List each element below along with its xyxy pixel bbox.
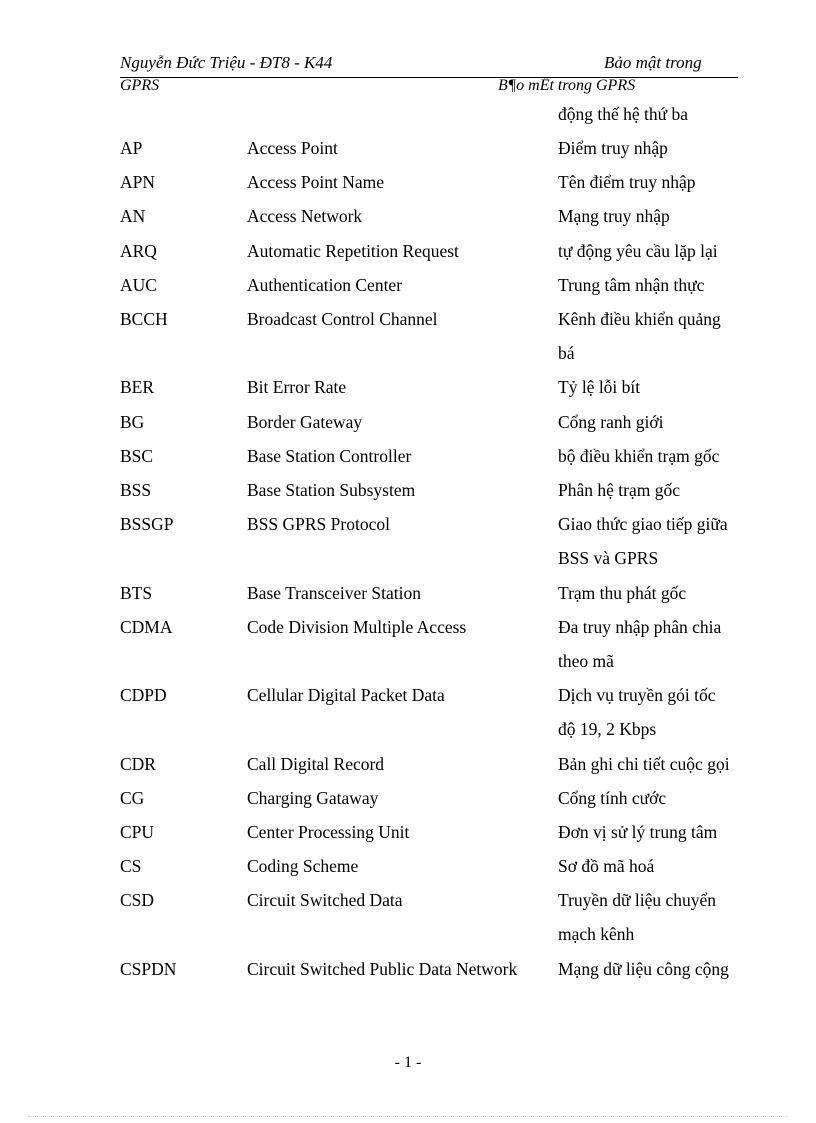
header-title-right: Bảo mật trong — [604, 53, 702, 72]
abbreviation-meaning: Cổng ranh giới — [558, 411, 664, 432]
abbreviation-term: APN — [120, 172, 156, 193]
abbreviation-term: CDR — [120, 753, 156, 774]
abbreviation-meaning: Mạng dữ liệu công cộng — [558, 958, 729, 979]
abbreviation-meaning: độ 19, 2 Kbps — [558, 719, 657, 740]
abbreviation-full-name: Charging Gataway — [247, 787, 379, 808]
abbreviation-meaning: Điểm truy nhập — [558, 138, 668, 158]
abbreviation-term: CS — [120, 856, 142, 877]
abbreviation-full-name: Access Point Name — [247, 172, 385, 193]
abbreviation-full-name: Automatic Repetition Request — [247, 240, 459, 261]
abbreviation-term: BSS — [120, 480, 152, 500]
abbreviation-meaning: Trung tâm nhận thực — [558, 274, 705, 295]
abbreviation-meaning: Đa truy nhập phân chia — [558, 616, 722, 637]
abbreviation-full-name: Base Transceiver Station — [247, 582, 422, 603]
abbreviation-term: BER — [120, 377, 155, 398]
abbreviation-full-name: BSS GPRS Protocol — [247, 514, 390, 535]
header-title-center: B¶o mËt trong GPRS — [498, 77, 636, 94]
abbreviation-full-name: Access Point — [247, 138, 338, 158]
abbreviation-meaning: Mạng truy nhập — [558, 206, 670, 227]
abbreviation-term: ARQ — [120, 240, 157, 261]
abbreviation-full-name: Authentication Center — [247, 274, 403, 295]
abbreviation-term: CPU — [120, 822, 155, 842]
abbreviation-term: CG — [120, 787, 145, 808]
abbreviation-full-name: Cellular Digital Packet Data — [247, 685, 445, 706]
abbreviation-full-name: Call Digital Record — [247, 753, 385, 774]
abbreviation-full-name: Broadcast Control Channel — [247, 309, 438, 329]
abbreviation-full-name: Circuit Switched Data — [247, 890, 403, 911]
abbreviation-term: AN — [120, 206, 146, 227]
abbreviation-full-name: Coding Scheme — [247, 856, 359, 877]
abbreviation-full-name: Access Network — [247, 206, 363, 227]
abbreviation-full-name: Base Station Subsystem — [247, 480, 416, 500]
abbreviation-meaning: theo mã — [558, 650, 614, 671]
abbreviation-full-name: Bit Error Rate — [247, 377, 347, 398]
header-author: Nguyễn Đức Triệu - ĐT8 - K44 — [120, 53, 333, 72]
abbreviation-meaning: Phân hệ trạm gốc — [558, 480, 680, 500]
abbreviation-term: BTS — [120, 582, 153, 603]
abbreviation-meaning: bá — [558, 343, 575, 363]
abbreviation-term: AP — [120, 138, 143, 158]
abbreviation-full-name: Base Station Controller — [247, 445, 412, 466]
abbreviation-meaning: Tên điểm truy nhập — [558, 172, 696, 193]
abbreviation-meaning: Dịch vụ truyền gói tốc — [558, 685, 716, 706]
abbreviation-term: BG — [120, 411, 145, 432]
abbreviation-meaning: Tỷ lệ lỗi bít — [558, 377, 641, 398]
abbreviation-meaning: Trạm thu phát gốc — [558, 582, 687, 603]
abbreviation-meaning: Bản ghi chi tiết cuộc gọi — [558, 753, 730, 774]
abbreviation-full-name: Code Division Multiple Access — [247, 616, 467, 637]
abbreviation-meaning: Kênh điều khiển quảng — [558, 309, 721, 329]
abbreviation-term: CDMA — [120, 616, 173, 637]
abbreviation-term: CSD — [120, 890, 155, 911]
abbreviation-term: BSSGP — [120, 514, 174, 535]
abbreviation-term: BCCH — [120, 309, 168, 329]
abbreviation-full-name: Center Processing Unit — [247, 822, 410, 842]
abbreviation-term: CSPDN — [120, 958, 177, 979]
abbreviation-meaning: Truyền dữ liệu chuyển — [558, 890, 717, 911]
abbreviation-meaning: bộ điều khiển trạm gốc — [558, 445, 720, 466]
abbreviation-full-name: Circuit Switched Public Data Network — [247, 958, 518, 979]
abbreviation-meaning: mạch kênh — [558, 924, 635, 945]
continuation-text: động thế hệ thứ ba — [558, 104, 689, 124]
abbreviation-full-name: Border Gateway — [247, 411, 363, 432]
abbreviation-term: BSC — [120, 445, 154, 466]
abbreviation-meaning: BSS và GPRS — [558, 548, 659, 569]
abbreviation-meaning: Giao thức giao tiếp giữa — [558, 514, 728, 535]
abbreviation-meaning: Sơ đồ mã hoá — [558, 856, 655, 877]
abbreviation-meaning: Cổng tính cước — [558, 787, 667, 808]
abbreviation-term: CDPD — [120, 685, 167, 706]
page-bottom-rule — [28, 1116, 788, 1117]
abbreviation-meaning: Đơn vị sử lý trung tâm — [558, 822, 718, 842]
abbreviation-term: AUC — [120, 274, 157, 295]
header-title-left: GPRS — [120, 77, 160, 94]
abbreviation-meaning: tự động yêu cầu lặp lại — [558, 240, 718, 261]
page-number: - 1 - — [394, 1054, 422, 1071]
